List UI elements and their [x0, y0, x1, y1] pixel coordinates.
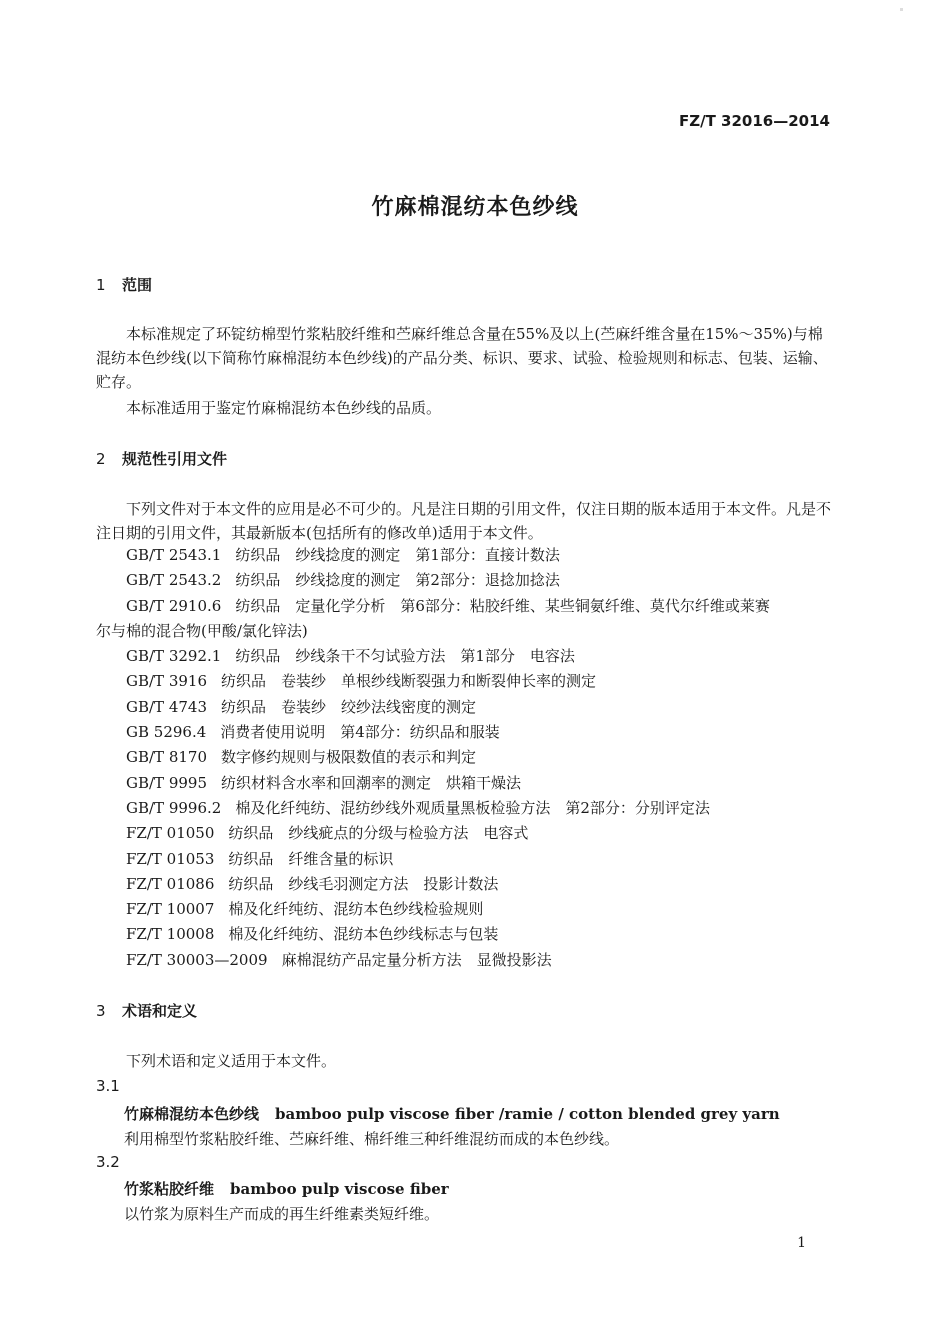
reference-title: 纺织品 纱线捻度的测定 第1部分：直接计数法: [235, 546, 560, 564]
reference-title: 棉及化纤纯纺、混纺纱线外观质量黑板检验方法 第2部分：分别评定法: [235, 798, 710, 817]
scope-text: 本标准规定了环锭纺棉型竹浆粘胶纤维和苎麻纤维总含量在55%及以上(苎麻纤维含量在15%～35%)与棉混纺本色纱线(以下简称竹麻棉混纺本色纱线)的产品分类、标识、要求、试验、检验规则和标志、包装、运输、贮存。: [96, 325, 828, 391]
scope-paragraph: [96, 322, 831, 394]
section-1-heading: [96, 274, 152, 295]
term-entry: [124, 1103, 780, 1124]
reference-title: 纺织品 纤维含量的标识: [228, 849, 394, 868]
reference-code: GB/T 3292.1: [126, 647, 222, 666]
reference-code: GB/T 4743: [126, 697, 208, 716]
reference-title: 尔与棉的混合物(甲酸/氯化锌法): [96, 621, 308, 640]
reference-title: 数字修约规则与极限数值的表示和判定: [221, 748, 477, 767]
reference-item: [96, 695, 836, 720]
reference-item: [96, 821, 836, 846]
reference-item: [96, 771, 836, 796]
reference-code: FZ/T 01050: [126, 824, 215, 843]
section-title: 范围: [122, 276, 153, 294]
term-number: 3.2: [96, 1153, 120, 1171]
scan-speck: [900, 8, 903, 11]
reference-item: [96, 644, 836, 669]
reference-code: GB/T 9995: [126, 773, 208, 792]
reference-code: GB/T 2543.1: [126, 546, 222, 564]
scope-applicability: [96, 396, 831, 420]
reference-title: 纺织品 定量化学分析 第6部分：粘胶纤维、某些铜氨纤维、莫代尔纤维或莱赛: [235, 596, 770, 615]
term-english: bamboo pulp viscose fiber: [230, 1180, 449, 1198]
terms-intro: [96, 1049, 831, 1073]
reference-item: [96, 543, 836, 568]
reference-title: 纺织材料含水率和回潮率的测定 烘箱干燥法: [221, 773, 522, 792]
section-number: 2: [96, 450, 106, 468]
term-entry: [124, 1178, 449, 1199]
reference-item: [96, 745, 836, 770]
reference-list: [96, 543, 836, 973]
section-number: 3: [96, 1002, 106, 1020]
reference-item: [96, 872, 836, 897]
reference-title: 麻棉混纺产品定量分析方法 显微投影法: [281, 950, 552, 969]
term-english: bamboo pulp viscose fiber /ramie / cotton blended grey yarn: [275, 1105, 780, 1123]
section-3-heading: [96, 1000, 197, 1021]
references-intro-text: 下列文件对于本文件的应用是必不可少的。凡是注日期的引用文件，仅注日期的版本适用于本文件。凡是不注日期的引用文件，其最新版本(包括所有的修改单)适用于本文件。: [96, 500, 832, 542]
term-definition: 以竹浆为原料生产而成的再生纤维素类短纤维。: [124, 1205, 440, 1223]
page-number: 1: [797, 1235, 806, 1251]
references-intro: [96, 497, 831, 545]
reference-title: 棉及化纤纯纺、混纺本色纱线标志与包装: [228, 925, 499, 944]
reference-item: [96, 594, 836, 619]
reference-item: [96, 948, 836, 973]
reference-title: 纺织品 纱线疵点的分级与检验方法 电容式: [228, 824, 529, 843]
term-number: 3.1: [96, 1077, 120, 1095]
reference-title: 纺织品 纱线捻度的测定 第2部分：退捻加捻法: [235, 571, 560, 590]
standard-code: FZ/T 32016—2014: [679, 112, 830, 130]
reference-item: [96, 720, 836, 745]
terms-intro-text: 下列术语和定义适用于本文件。: [126, 1052, 337, 1070]
reference-item: [96, 568, 836, 593]
reference-item-continuation: [96, 619, 836, 644]
term-definition: 利用棉型竹浆粘胶纤维、苎麻纤维、棉纤维三种纤维混纺而成的本色纱线。: [124, 1130, 620, 1148]
reference-code: GB 5296.4: [126, 723, 207, 742]
reference-code: FZ/T 10008: [126, 925, 215, 944]
reference-item: [96, 922, 836, 947]
reference-code: GB/T 3916: [126, 672, 208, 691]
section-title: 术语和定义: [122, 1002, 198, 1020]
reference-item: [96, 847, 836, 872]
reference-title: 纺织品 卷装纱 单根纱线断裂强力和断裂伸长率的测定: [221, 672, 597, 691]
reference-code: GB/T 2543.2: [126, 571, 222, 590]
section-title: 规范性引用文件: [122, 450, 228, 468]
reference-item: [96, 669, 836, 694]
section-number: 1: [96, 276, 106, 294]
section-2-heading: [96, 448, 227, 469]
term-chinese: 竹浆粘胶纤维: [124, 1180, 215, 1198]
reference-code: GB/T 9996.2: [126, 798, 222, 817]
reference-title: 纺织品 卷装纱 绞纱法线密度的测定: [221, 697, 477, 716]
reference-title: 纺织品 纱线毛羽测定方法 投影计数法: [228, 874, 499, 893]
term-chinese: 竹麻棉混纺本色纱线: [124, 1105, 260, 1123]
reference-code: FZ/T 01053: [126, 849, 215, 868]
reference-code: FZ/T 30003—2009: [126, 950, 268, 969]
reference-item: [96, 796, 836, 821]
applicability-text: 本标准适用于鉴定竹麻棉混纺本色纱线的品质。: [126, 399, 442, 417]
reference-title: 棉及化纤纯纺、混纺本色纱线检验规则: [228, 900, 484, 919]
document-title: 竹麻棉混纺本色纱线: [371, 195, 579, 220]
reference-item: [96, 897, 836, 922]
reference-code: FZ/T 10007: [126, 900, 215, 919]
reference-code: GB/T 8170: [126, 748, 208, 767]
reference-code: FZ/T 01086: [126, 874, 215, 893]
reference-title: 消费者使用说明 第4部分：纺织品和服装: [220, 723, 500, 742]
reference-code: GB/T 2910.6: [126, 596, 222, 615]
reference-title: 纺织品 纱线条干不匀试验方法 第1部分 电容法: [235, 647, 575, 666]
